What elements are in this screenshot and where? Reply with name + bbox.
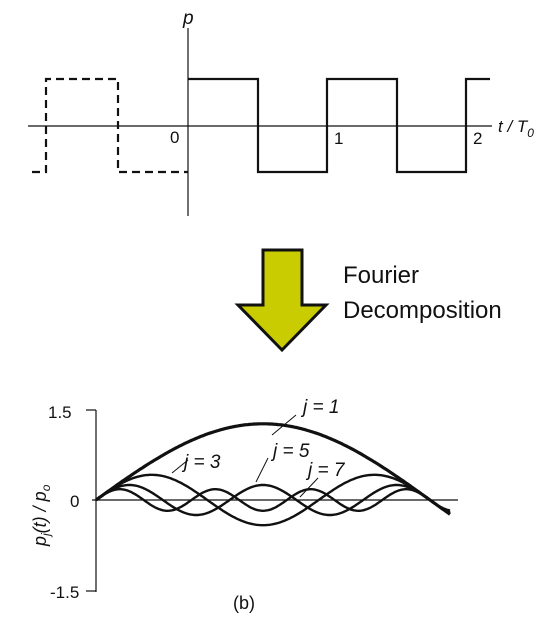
top-tick-1: 1 (334, 129, 344, 148)
bottom-y-tick-neg1.5: -1.5 (50, 583, 80, 602)
curve-j1 (96, 424, 450, 515)
top-y-label: p (183, 8, 194, 29)
ylabel-j-subscript: j (39, 533, 53, 536)
ylabel-rest: (t) / p (30, 491, 50, 534)
down-arrow-icon (238, 250, 326, 350)
ylabel-p: p (30, 535, 50, 546)
arrow-caption-line2: Decomposition (343, 297, 502, 324)
curve-label-j3: j = 3 (184, 452, 221, 473)
figure-caption: (b) (233, 593, 255, 613)
fourier-arrow (238, 250, 502, 350)
harmonics-plot (30, 397, 458, 613)
top-x-label (498, 117, 534, 140)
top-tick-0: 0 (170, 128, 180, 147)
top-x-label-subscript: 0 (527, 126, 534, 140)
bottom-y-label (30, 484, 53, 547)
top-x-label-main: t / T (498, 117, 528, 136)
square-wave-plot (28, 8, 534, 216)
pointer-j5 (256, 458, 268, 482)
curve-label-j1: j = 1 (303, 397, 340, 418)
curve-label-j7: j = 7 (308, 460, 345, 481)
bottom-y-tick-1.5: 1.5 (48, 403, 72, 422)
top-tick-2: 2 (473, 129, 483, 148)
arrow-caption-line1: Fourier (343, 262, 420, 289)
ylabel-o-subscript: o (39, 484, 53, 492)
curve-label-j5: j = 5 (273, 441, 310, 462)
bottom-y-tick-0: 0 (70, 492, 80, 511)
harmonic-curves (96, 424, 450, 525)
